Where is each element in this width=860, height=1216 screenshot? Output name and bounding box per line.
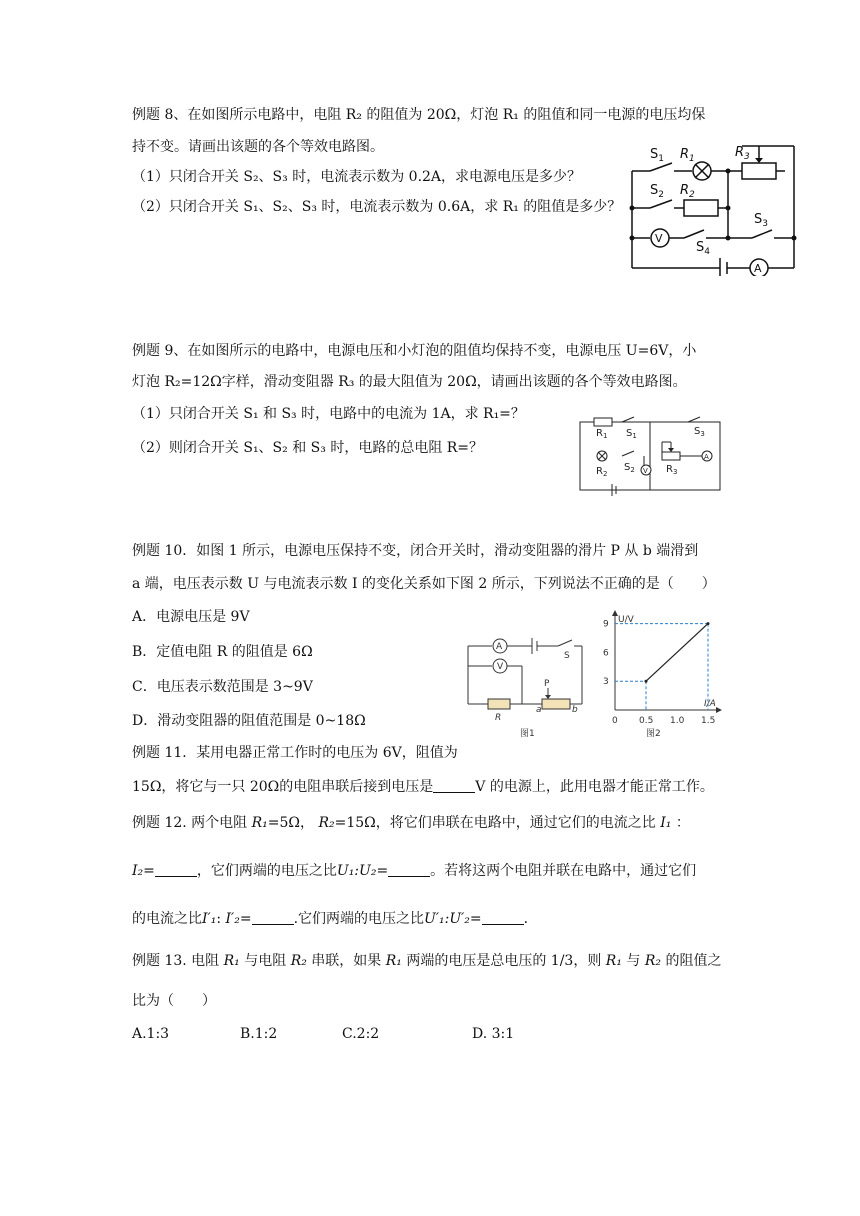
ex12-text: 的电流之比 bbox=[132, 911, 202, 927]
ex13-option-c: C.2:2 bbox=[342, 1026, 380, 1042]
ex10-line1: 例题 10．如图 1 所示，电源电压保持不变，闭合开关时，滑动变阻器的滑片 P 从 b 端滑到 bbox=[132, 543, 699, 559]
y-tick-label: 9 bbox=[603, 619, 609, 630]
ex10-figure2-graph bbox=[598, 610, 728, 740]
ex12-text: = bbox=[143, 863, 155, 879]
ex12-text: ，它们两端的电压之比 bbox=[196, 863, 337, 879]
ex10-fig1-caption: 图1 bbox=[520, 729, 535, 739]
ex13-text: 两端的电压是总电压的 1/3，则 bbox=[406, 953, 602, 969]
ex10-option-c: C．电压表示数范围是 3~9V bbox=[132, 679, 313, 695]
ex9-question1: （1）只闭合开关 S₁ 和 S₃ 时，电路中的电流为 1A，求 R₁=？ bbox=[132, 406, 525, 422]
ex11-text-a: 15Ω，将它与一只 20Ω的电阻串联后接到电压是 bbox=[132, 779, 434, 795]
x-tick-label: 1.0 bbox=[670, 716, 685, 726]
ex9-label-s1: $S_1$ bbox=[626, 428, 637, 440]
ex12-text: : bbox=[216, 911, 222, 927]
ex12-voltage-prime-symbol: U′₁:U′₂ bbox=[424, 911, 470, 927]
ex13-text: 例题 13. 电阻 bbox=[132, 953, 220, 969]
ex12-text: 。若将这两个电阻并联在电路中，通过它们 bbox=[430, 863, 697, 879]
data-point bbox=[645, 680, 648, 683]
ex12-i1-prime: I′₁ bbox=[202, 911, 217, 927]
ex12-i2: I₂ bbox=[132, 863, 144, 879]
ex11-line2 bbox=[132, 776, 714, 796]
ex10-figure1-circuit bbox=[460, 632, 592, 740]
ex10-option-a: A．电源电压是 9V bbox=[132, 609, 250, 625]
ex12-text: = bbox=[376, 863, 389, 879]
ex8-circuit-diagram bbox=[620, 138, 810, 276]
ex10-option-b: B．定值电阻 R 的阻值是 6Ω bbox=[132, 644, 313, 660]
ex8-label-s4: $S_4$ bbox=[696, 240, 710, 257]
x-tick-label: 0 bbox=[612, 716, 618, 726]
ex12-blank-parallel-current[interactable] bbox=[252, 910, 294, 925]
ex8-label-s2: $S_2$ bbox=[650, 183, 664, 200]
ex8-question1: （1）只闭合开关 S₂、S₃ 时，电流表示数为 0.2A，求电源电压是多少？ bbox=[132, 169, 582, 185]
ex12-text: =5Ω， bbox=[267, 815, 315, 831]
ex12-blank-parallel-voltage[interactable] bbox=[482, 910, 524, 925]
y-tick-label: 6 bbox=[603, 648, 609, 659]
ex10-fig1-end-b: b bbox=[572, 705, 578, 715]
ex10-fig1-end-a: a bbox=[536, 705, 542, 715]
ex8-label-r2: $R_2$ bbox=[680, 183, 695, 200]
ex12-text: .它们两端的电压之比 bbox=[293, 911, 425, 927]
ex8-voltmeter-label: V bbox=[655, 232, 663, 245]
ex12-line3 bbox=[132, 908, 528, 928]
ex8-label-s1: $S_1$ bbox=[650, 147, 664, 164]
ex10-option-d: D．滑动变阻器的阻值范围是 0~18Ω bbox=[132, 713, 366, 729]
ex13-text: 串联，如果 bbox=[311, 953, 382, 969]
ex9-voltmeter-label: V bbox=[643, 467, 648, 475]
ex12-blank-current-ratio[interactable] bbox=[155, 862, 197, 877]
ex10-fig1-voltmeter-label: V bbox=[497, 662, 504, 672]
ex13-line1 bbox=[132, 950, 721, 970]
ex8-label-r3: $R_3$ bbox=[735, 145, 750, 162]
ex8-label-s3: $S_3$ bbox=[754, 212, 768, 229]
ex12-r1: R₁ bbox=[251, 815, 268, 831]
ex10-fig1-ammeter-label: A bbox=[496, 642, 503, 652]
ex9-label-r3: $R_3$ bbox=[666, 464, 678, 476]
y-tick-label: 3 bbox=[603, 677, 609, 688]
ex13-r2: R₂ bbox=[290, 953, 307, 969]
ex10-line2: a 端，电压表示数 U 与电流表示数 I 的变化关系如下图 2 所示，下列说法不正确的是（ ） bbox=[132, 576, 716, 592]
ex12-text: = bbox=[469, 911, 482, 927]
ex12-text: = bbox=[239, 911, 252, 927]
ex9-label-s3: $S_3$ bbox=[694, 426, 705, 438]
ex12-line1 bbox=[132, 812, 690, 832]
ex10-fig2-ylabel: U/V bbox=[618, 615, 634, 625]
ex9-label-s2: $S_2$ bbox=[624, 462, 635, 474]
ex13-option-b: B.1:2 bbox=[240, 1026, 278, 1042]
ex9-line2: 灯泡 R₂=12Ω字样，滑动变阻器 R₃ 的最大阻值为 20Ω，请画出该题的各个等效电路图。 bbox=[132, 374, 687, 390]
x-tick-label: 1.5 bbox=[701, 716, 716, 726]
series-line bbox=[646, 624, 708, 682]
ex8-label-r1: $R_1$ bbox=[680, 147, 695, 164]
ex12-blank-voltage-ratio[interactable] bbox=[388, 862, 430, 877]
ex9-circuit-diagram bbox=[576, 412, 728, 496]
ex12-text: ： bbox=[675, 815, 690, 831]
ex12-i2-prime: I′₂ bbox=[225, 911, 240, 927]
ex13-r2: R₂ bbox=[644, 953, 662, 969]
data-point bbox=[707, 622, 710, 625]
ex12-line2 bbox=[132, 860, 696, 880]
ex8-line2: 持不变。请画出该题的各个等效电路图。 bbox=[132, 139, 384, 155]
ex12-text: =15Ω，将它们串联在电路中，通过它们的电流之比 bbox=[334, 815, 656, 831]
ex12-r2: R₂ bbox=[318, 815, 335, 831]
ex9-label-r1: $R_1$ bbox=[596, 428, 608, 440]
ex12-i1: I₁ bbox=[660, 815, 672, 831]
x-tick-label: 0.5 bbox=[639, 716, 654, 726]
ex12-voltage-symbol: U₁:U₂ bbox=[336, 863, 377, 879]
ex9-question2: （2）则闭合开关 S₁、S₂ 和 S₃ 时，电路的总电阻 R=？ bbox=[132, 440, 484, 456]
ex11-text-b: V 的电源上，此用电器才能正常工作。 bbox=[475, 779, 714, 795]
ex8-line1: 例题 8、在如图所示电路中，电阻 R₂ 的阻值为 20Ω，灯泡 R₁ 的阻值和同一电源的电压均保 bbox=[132, 107, 706, 123]
ex10-fig1-slider-label: P bbox=[544, 679, 550, 689]
ex9-ammeter-label: A bbox=[704, 453, 709, 461]
ex11-answer-blank[interactable] bbox=[433, 778, 475, 793]
ex13-option-a: A.1:3 bbox=[132, 1026, 170, 1042]
ex10-fig1-switch-label: S bbox=[564, 651, 570, 661]
ex13-r1: R₁ bbox=[605, 953, 622, 969]
ex13-option-d: D. 3:1 bbox=[472, 1026, 515, 1042]
ex10-fig2-xlabel: I/A bbox=[704, 699, 716, 709]
ex8-question2: （2）只闭合开关 S₁、S₂、S₃ 时，电流表示数为 0.6A，求 R₁ 的阻值是多少？ bbox=[132, 199, 622, 215]
ex9-label-r2: $R_2$ bbox=[596, 466, 608, 478]
ex12-text: . bbox=[523, 911, 529, 927]
ex8-ammeter-label: A bbox=[754, 262, 762, 275]
ex10-fig1-resistor-label: R bbox=[495, 713, 502, 723]
ex12-text: 例题 12. 两个电阻 bbox=[132, 815, 248, 831]
ex13-text: 的阻值之 bbox=[665, 953, 722, 969]
ex13-text: 与电阻 bbox=[244, 953, 287, 969]
ex13-line2: 比为（ ） bbox=[132, 993, 216, 1009]
ex13-text: 与 bbox=[626, 953, 641, 969]
ex9-line1: 例题 9、在如图所示的电路中，电源电压和小灯泡的阻值均保持不变，电源电压 U=6V，小 bbox=[132, 343, 697, 359]
ex10-fig2-caption: 图2 bbox=[646, 729, 661, 739]
ex11-line1: 例题 11．某用电器正常工作时的电压为 6V，阻值为 bbox=[132, 745, 458, 761]
ex13-r1: R₁ bbox=[223, 953, 240, 969]
ex13-r1: R₁ bbox=[385, 953, 402, 969]
